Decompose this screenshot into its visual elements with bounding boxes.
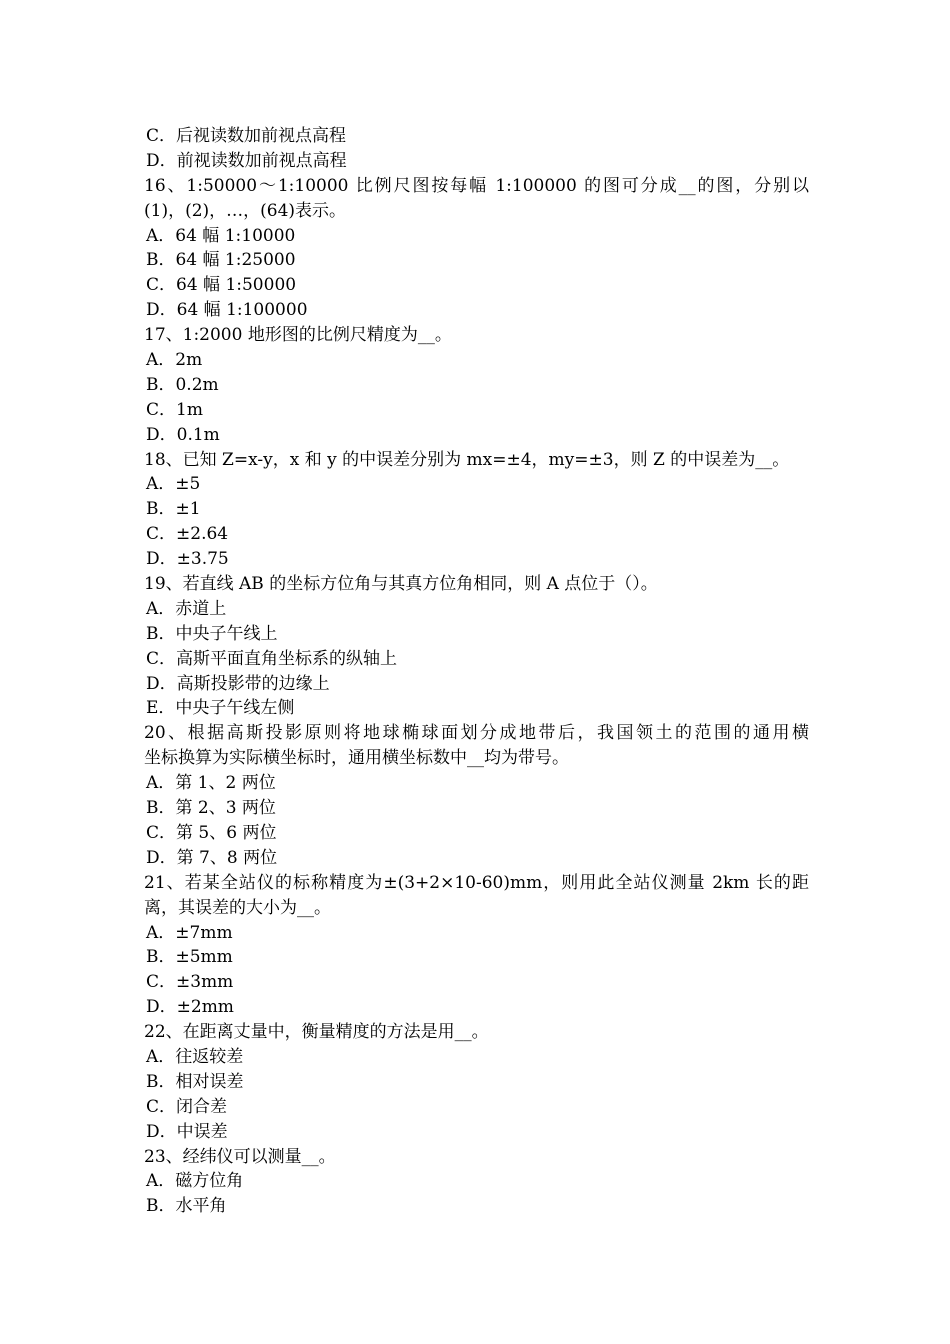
answer-option: D．前视读数加前视点高程 [146,150,347,171]
answer-option: D．第 7、8 两位 [146,847,278,868]
answer-option: B．相对误差 [146,1071,244,1092]
question-text: 坐标换算为实际横坐标时，通用横坐标数中__均为带号。 [144,748,569,769]
answer-option: A．往返较差 [146,1046,244,1067]
question-text: 19、若直线 AB 的坐标方位角与其真方位角相同，则 A 点位于（）。 [144,574,658,595]
answer-option: D．±2mm [146,997,234,1018]
answer-option: E．中央子午线左侧 [146,698,295,719]
question-text: 21、若某全站仪的标称精度为±(3+2×10-60)mm，则用此全站仪测量 2km 长的距 [144,872,809,893]
answer-option: B．±1 [146,499,201,520]
question-text: (1)，(2)，…，(64)表示。 [144,200,347,221]
answer-option: A．±7mm [146,922,233,943]
answer-option: D．0.1m [146,424,220,445]
answer-option: B．64 幅 1:25000 [146,250,296,271]
answer-option: D．高斯投影带的边缘上 [146,673,330,694]
answer-option: C．±3mm [146,972,234,993]
answer-option: B．中央子午线上 [146,623,278,644]
answer-option: A．64 幅 1:10000 [146,225,296,246]
document-page [144,124,809,1219]
answer-option: B．±5mm [146,947,233,968]
answer-option: A．磁方位角 [146,1171,244,1192]
answer-option: A．赤道上 [146,598,227,619]
answer-option: D．中误差 [146,1121,228,1142]
answer-option: C．闭合差 [146,1096,228,1117]
question-text: 16、1:50000～1:10000 比例尺图按每幅 1:100000 的图可分成__的图，分别以 [144,175,809,196]
question-text: 17、1:2000 地形图的比例尺精度为__。 [144,325,452,346]
question-text: 18、已知 Z=x-y，x 和 y 的中误差分别为 mx=±4，my=±3，则 Z 的中误差为__。 [144,449,790,470]
answer-option: C．后视读数加前视点高程 [146,126,347,146]
answer-option: A．第 1、2 两位 [146,773,276,794]
question-text: 20、根据高斯投影原则将地球椭球面划分成地带后，我国领土的范围的通用横 [144,723,809,744]
question-text: 离，其误差的大小为__。 [144,897,331,918]
answer-option: B．水平角 [146,1196,227,1217]
answer-option: C．±2.64 [146,524,229,545]
answer-option: C．64 幅 1:50000 [146,275,297,296]
answer-option: B．0.2m [146,374,219,395]
answer-option: D．±3.75 [146,549,229,570]
answer-option: A．±5 [146,474,201,495]
question-text: 23、经纬仪可以测量__。 [144,1146,336,1167]
answer-option: C．高斯平面直角坐标系的纵轴上 [146,648,398,669]
answer-option: D．64 幅 1:100000 [146,300,308,321]
answer-option: A．2m [146,350,203,371]
question-text: 22、在距离丈量中，衡量精度的方法是用__。 [144,1022,489,1043]
answer-option: B．第 2、3 两位 [146,798,276,819]
answer-option: C．第 5、6 两位 [146,822,277,843]
answer-option: C．1m [146,399,203,420]
